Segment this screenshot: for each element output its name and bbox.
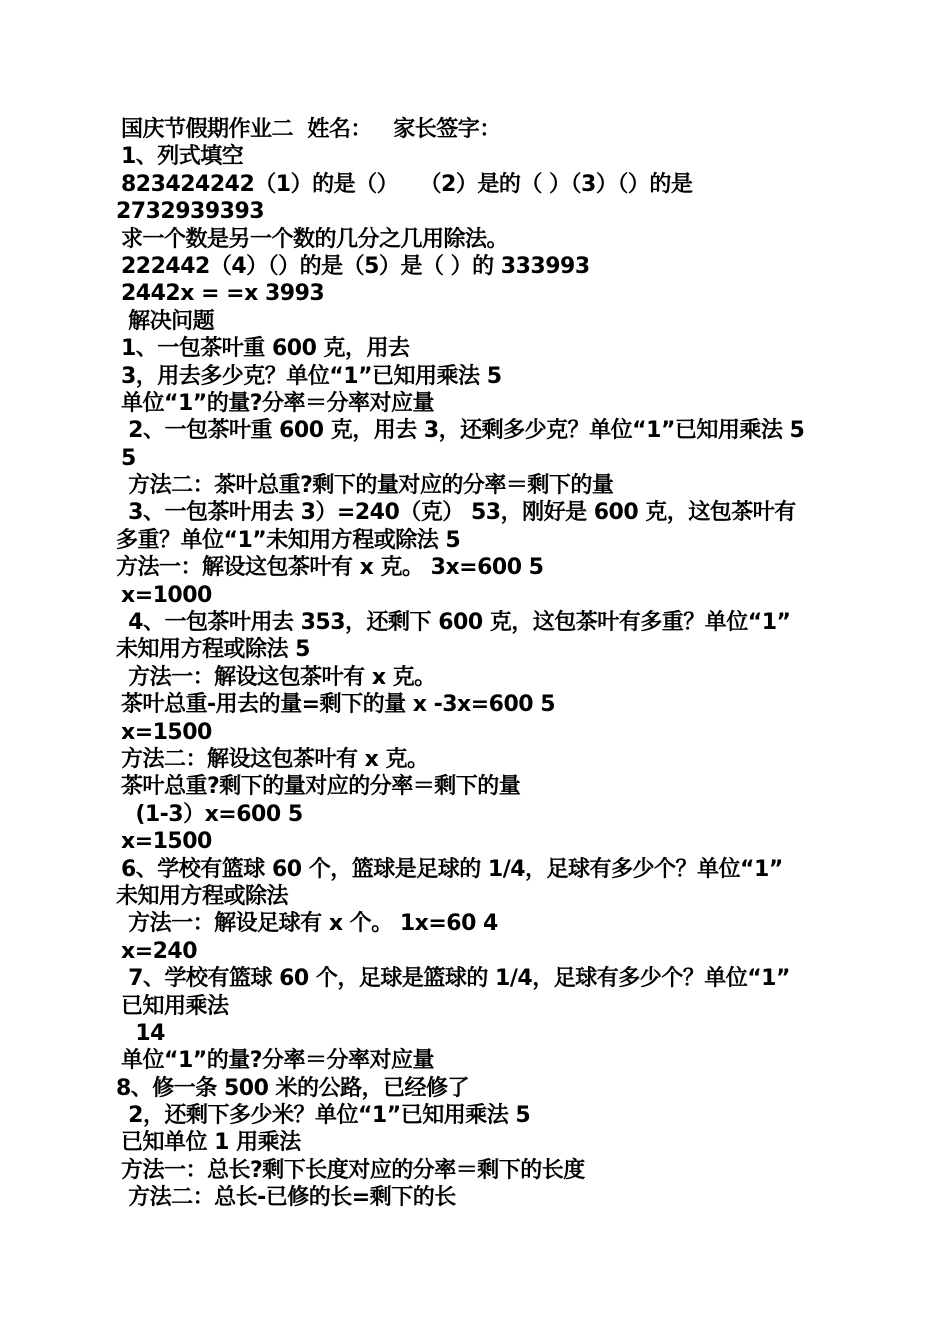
line-rule: 已知单位 1 用乘法 [121, 1130, 301, 1156]
line-method: 方法二：总长-已修的长=剩下的长 [121, 1185, 456, 1211]
line-text: 多重？单位“1”未知用方程或除法 5 [116, 527, 461, 553]
line-problem: 8、修一条 500 米的公路，已经修了 [116, 1075, 470, 1101]
line-text: 14 [121, 1020, 165, 1046]
line-text: 2732939393 [116, 199, 265, 225]
line-rule: 求一个数是另一个数的几分之几用除法。 [121, 226, 509, 252]
line-text: 222442（4）（）的是（5）是（ ）的 333993 [121, 253, 590, 279]
line-title: 国庆节假期作业二 姓名： 家长签字： [121, 117, 501, 142]
line-text: 未知用方程或除法 [116, 883, 289, 909]
line-method: 方法一：解设这包茶叶有 x 克。 3x=600 5 [116, 555, 544, 581]
line-text: 3，用去多少克？单位“1”已知用乘法 5 [121, 363, 502, 389]
line-rule: 茶叶总重-用去的量=剩下的量 x -3x=600 5 [121, 692, 556, 718]
line-text: 已知用乘法 [121, 993, 229, 1019]
line-text: 5 [121, 445, 136, 471]
line-method: 方法一：解设足球有 x 个。 1x=60 4 [121, 911, 498, 937]
line-rule: 单位“1”的量?分率＝分率对应量 [121, 390, 434, 416]
line-problem: 4、一包茶叶用去 353，还剩下 600 克，这包茶叶有多重？单位“1” [121, 610, 791, 636]
line-answer: x=1500 [121, 829, 212, 855]
line-rule: 茶叶总重?剩下的量对应的分率＝剩下的量 [121, 774, 521, 800]
line-text: 823424242（1）的是（） （2）是的（ ）（3）（）的是 [121, 171, 693, 197]
line-equation: (1-3）x=600 5 [121, 801, 303, 827]
line-method: 方法二：解设这包茶叶有 x 克。 [121, 746, 429, 772]
line-text: 未知用方程或除法 5 [116, 637, 310, 663]
line-method: 方法一：解设这包茶叶有 x 克。 [121, 664, 436, 690]
line-rule: 单位“1”的量?分率＝分率对应量 [121, 1048, 434, 1074]
line-problem: 6、学校有篮球 60 个，篮球是足球的 1/4，足球有多少个？单位“1” [121, 856, 783, 882]
line-method: 方法二：茶叶总重?剩下的量对应的分率＝剩下的量 [121, 473, 614, 499]
line-problem: 1、一包茶叶重 600 克，用去 [121, 336, 410, 362]
line-problem: 7、学校有篮球 60 个，足球是篮球的 1/4，足球有多少个？单位“1” [121, 966, 790, 992]
line-answer: x=240 [121, 938, 198, 964]
line-section-2: 解决问题 [121, 308, 215, 334]
line-answer: x=1500 [121, 719, 212, 745]
line-text: 2，还剩下多少米？单位“1”已知用乘法 5 [121, 1103, 531, 1129]
line-text: 2442x = =x 3993 [121, 281, 325, 307]
line-problem: 3、一包茶叶用去 3）=240（克） 53，刚好是 600 克，这包茶叶有 [121, 500, 796, 526]
line-answer: x=1000 [121, 582, 212, 608]
line-method: 方法一：总长?剩下长度对应的分率＝剩下的长度 [121, 1157, 585, 1183]
document-body [0, 116, 950, 1212]
line-problem: 2、一包茶叶重 600 克，用去 3，还剩多少克？单位“1”已知用乘法 5 [121, 418, 805, 444]
line-section-1: 1、列式填空 [121, 144, 244, 170]
